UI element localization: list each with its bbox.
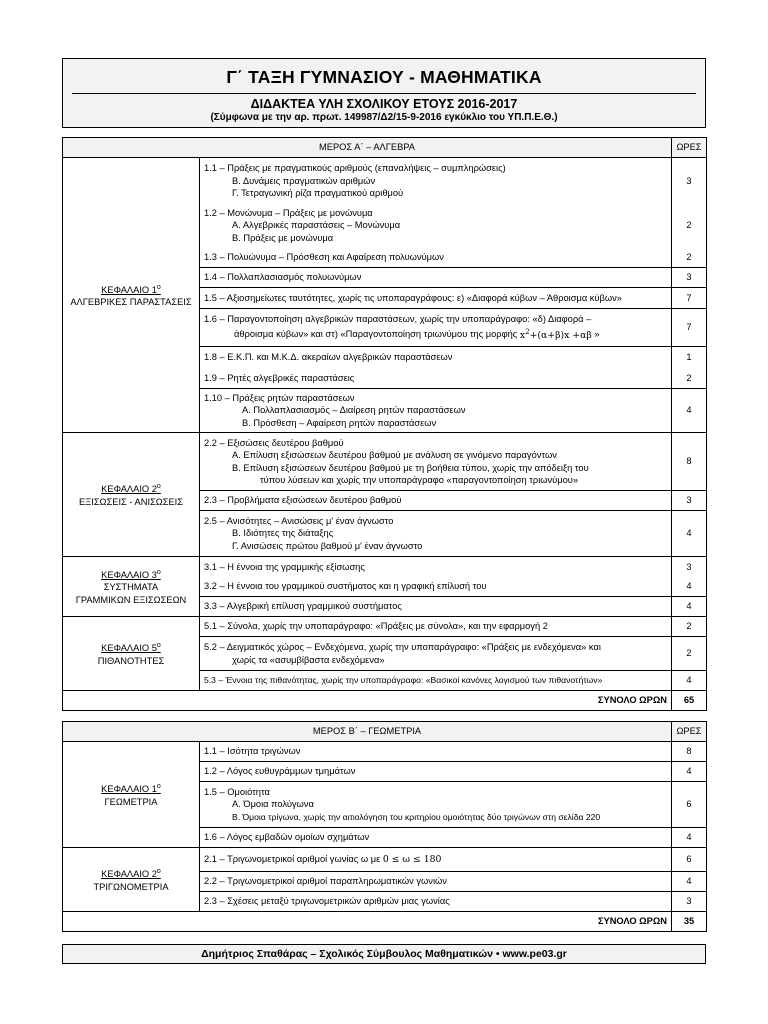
angle-range-formula: 0 ≤ ω ≤ 180: [382, 853, 442, 865]
syllabus-row: 3.2 – Η έννοια του γραμμικού συστήματος και η γραφική επίλυσή του: [200, 577, 672, 597]
total-hours-value: 35: [672, 912, 707, 932]
part-b-title: ΜΕΡΟΣ Β΄ – ΓΕΩΜΕΤΡΙΑ: [63, 722, 672, 742]
document-header: [62, 58, 706, 128]
syllabus-row: 3.3 – Αλγεβρική επίλυση γραμμικού συστήματος: [200, 597, 672, 617]
syllabus-row: 1.10 – Πράξεις ρητών παραστάσεων Α. Πολλαπλασιασμός – Διαίρεση ρητών παραστάσεων Β. Πρόσθεση – Αφαίρεση ρητών παραστάσεων: [200, 389, 672, 433]
hours-value: 7: [672, 288, 707, 309]
syllabus-row: 1.9 – Ρητές αλγεβρικές παραστάσεις: [200, 368, 672, 389]
chapter-label: ΚΕΦΑΛΑΙΟ $3^o$: [101, 568, 161, 580]
syllabus-row: 2.3 – Προβλήματα εξισώσεων δευτέρου βαθμού: [200, 491, 672, 511]
hours-value: 1: [672, 347, 707, 368]
total-hours-label: ΣΥΝΟΛΟ ΩΡΩΝ: [63, 912, 672, 932]
chapter-b2: [63, 848, 200, 912]
chapter-a5: [63, 617, 200, 691]
page-title: Γ΄ ΤΑΞΗ ΓΥΜΝΑΣΙΟΥ - ΜΑΘΗΜΑΤΙΚΑ: [226, 67, 542, 87]
hours-value: 8: [672, 433, 707, 491]
footer-credit: Δημήτριος Σπαθάρας – Σχολικός Σύμβουλος Μαθηματικών • www.pe03.gr: [62, 944, 706, 964]
circular-note: (Σύμφωνα με την αρ. πρωτ. 149987/Δ2/15-9-2016 εγκύκλιο του ΥΠ.Π.Ε.Θ.): [210, 112, 558, 123]
syllabus-row: 1.3 – Πολυώνυμα – Πρόσθεση και Αφαίρεση πολυωνύμων: [200, 248, 672, 268]
hours-value: 4: [672, 762, 707, 782]
hours-value: 3: [672, 491, 707, 511]
chapter-a2: [63, 433, 200, 557]
syllabus-row: 1.2 – Μονώνυμα – Πράξεις με μονώνυμα Α. Αλγεβρικές παραστάσεις – Μονώνυμα Β. Πράξεις με μονώνυμα: [200, 204, 672, 248]
hours-value: 2: [672, 637, 707, 671]
syllabus-row: 1.1 – Πράξεις με πραγματικούς αριθμούς (επαναλήψεις – συμπληρώσεις) Β. Δυνάμεις πραγματικών αριθμών Γ. Τετραγωνική ρίζα πραγματικού αριθμού: [200, 158, 672, 204]
chapter-label: ΚΕΦΑΛΑΙΟ $2^o$: [101, 482, 161, 495]
hours-value: 4: [672, 511, 707, 557]
syllabus-row: 2.3 – Σχέσεις μεταξύ τριγωνομετρικών αριθμών μιας γωνίας: [200, 892, 672, 912]
chapter-topic: ΕΞΙΣΩΣΕΙΣ - ΑΝΙΣΩΣΕΙΣ: [78, 496, 184, 507]
hours-value: 4: [672, 577, 707, 597]
syllabus-row: 1.2 – Λόγος ευθυγράμμων τμημάτων: [200, 762, 672, 782]
hours-value: 4: [672, 389, 707, 433]
hours-header: ΩΡΕΣ: [672, 138, 707, 158]
syllabus-row: 1.8 – Ε.Κ.Π. και Μ.Κ.Δ. ακεραίων αλγεβρικών παραστάσεων: [200, 347, 672, 368]
hours-value: 2: [672, 368, 707, 389]
syllabus-row: 5.3 – Έννοια της πιθανότητας, χωρίς την υποπαράγραφο: «Βασικοί κανόνες λογισμού των πιθανοτήτων»: [200, 671, 672, 691]
part-b-table: [62, 721, 707, 932]
syllabus-row: 1.1 – Ισότητα τριγώνων: [200, 742, 672, 762]
hours-value: 7: [672, 309, 707, 347]
syllabus-row: 2.5 – Ανισότητες – Ανισώσεις μ' έναν άγνωστο Β. Ιδιότητες της διάταξης Γ. Ανισώσεις πρώτου βαθμού μ' έναν άγνωστο: [200, 511, 672, 557]
chapter-topic: ΠΙΘΑΝΟΤΗΤΕΣ: [97, 655, 165, 666]
chapter-label: ΚΕΦΑΛΑΙΟ $5^o$: [101, 641, 161, 654]
syllabus-row: 2.2 – Εξισώσεις δευτέρου βαθμού Α. Επίλυση εξισώσεων δευτέρου βαθμού με ανάλυση σε γινόμενο παραγόντων Β. Επίλυση εξισώσεων δευτέρου βαθμού με τη βοήθεια τύπου, χωρίς την απόδειξη του τύπου λύσεων και χωρίς την υποπαράγραφο «παραγοντοποίηση τριωνύμου»: [200, 433, 672, 491]
hours-value: 2: [672, 248, 707, 268]
total-hours-value: 65: [672, 691, 707, 711]
hours-header: ΩΡΕΣ: [672, 722, 707, 742]
hours-value: 3: [672, 158, 707, 204]
syllabus-row: 1.4 – Πολλαπλασιασμός πολυωνύμων: [200, 268, 672, 288]
hours-value: 4: [672, 828, 707, 848]
chapter-label: ΚΕΦΑΛΑΙΟ $2^o$: [101, 867, 161, 880]
syllabus-row: 1.6 – Λόγος εμβαδών ομοίων σχημάτων: [200, 828, 672, 848]
syllabus-row: 2.1 – Τριγωνομετρικοί αριθμοί γωνίας ω με 0 ≤ ω ≤ 180: [200, 848, 672, 872]
page-subtitle: ΔΙΔΑΚΤΕΑ ΥΛΗ ΣΧΟΛΙΚΟΥ ΕΤΟΥΣ 2016-2017: [250, 97, 518, 111]
hours-value: 3: [672, 268, 707, 288]
part-a-table: [62, 137, 707, 711]
hours-value: 4: [672, 597, 707, 617]
chapter-topic: ΓΕΩΜΕΤΡΙΑ: [104, 796, 158, 807]
hours-value: 2: [672, 204, 707, 248]
hours-value: 2: [672, 617, 707, 637]
hours-value: 3: [672, 557, 707, 577]
syllabus-row: 3.1 – Η έννοια της γραμμικής εξίσωσης: [200, 557, 672, 577]
syllabus-row: 5.1 – Σύνολα, χωρίς την υποπαράγραφο: «Πράξεις με σύνολα», και την εφαρμογή 2: [200, 617, 672, 637]
hours-value: 4: [672, 872, 707, 892]
chapter-a1: [63, 158, 200, 433]
hours-value: 6: [672, 848, 707, 872]
syllabus-row: 1.5 – Ομοιότητα Α. Όμοια πολύγωνα Β. Όμοια τρίγωνα, χωρίς την αιτιολόγηση του κριτηρίου ομοιότητας δύο τριγώνων στη σελίδα 220: [200, 782, 672, 828]
chapter-topic: ΑΛΓΕΒΡΙΚΕΣ ΠΑΡΑΣΤΑΣΕΙΣ: [70, 297, 192, 308]
hours-value: 6: [672, 782, 707, 828]
syllabus-row: 1.6 – Παραγοντοποίηση αλγεβρικών παραστάσεων, χωρίς την υποπαράγραφο: «δ) Διαφορά – άθροισμα κύβων» και στ) «Παραγοντοποίηση τριωνύμου της μορφής $x^2+(\alpha+\beta)x +\alpha\beta$ »: [200, 309, 672, 347]
syllabus-row: 5.2 – Δειγματικός χώρος – Ενδεχόμενα, χωρίς την υποπαράγραφο: «Πράξεις με ενδεχόμενα» και χωρίς τα «ασυμβίβαστα ενδεχόμενα»: [200, 637, 672, 671]
part-a-title: ΜΕΡΟΣ Α΄ – ΑΛΓΕΒΡΑ: [63, 138, 672, 158]
chapter-topic: ΣΥΣΤΗΜΑΤΑ: [103, 582, 159, 593]
chapter-topic: ΤΡΙΓΩΝΟΜΕΤΡΙΑ: [93, 881, 169, 892]
syllabus-row: 1.5 – Αξιοσημείωτες ταυτότητες, χωρίς τις υποπαραγράφους: ε) «Διαφορά κύβων – Άθροισμα κύβων»: [200, 288, 672, 309]
chapter-topic: ΓΡΑΜΜΙΚΩΝ ΕΞΙΣΩΣΕΩΝ: [75, 594, 187, 605]
title-divider: [72, 93, 696, 94]
hours-value: 3: [672, 892, 707, 912]
trinomial-formula: $x^2+(\alpha+\beta)x +\alpha\beta$: [519, 327, 592, 341]
chapter-b1: [63, 742, 200, 848]
chapter-label: ΚΕΦΑΛΑΙΟ $1^o$: [101, 782, 161, 795]
chapter-a3: [63, 557, 200, 617]
chapter-label: ΚΕΦΑΛΑΙΟ $1^o$: [101, 283, 161, 295]
hours-value: 4: [672, 671, 707, 691]
syllabus-row: 2.2 – Τριγωνομετρικοί αριθμοί παραπληρωματικών γωνιών: [200, 872, 672, 892]
hours-value: 8: [672, 742, 707, 762]
total-hours-label: ΣΥΝΟΛΟ ΩΡΩΝ: [63, 691, 672, 711]
